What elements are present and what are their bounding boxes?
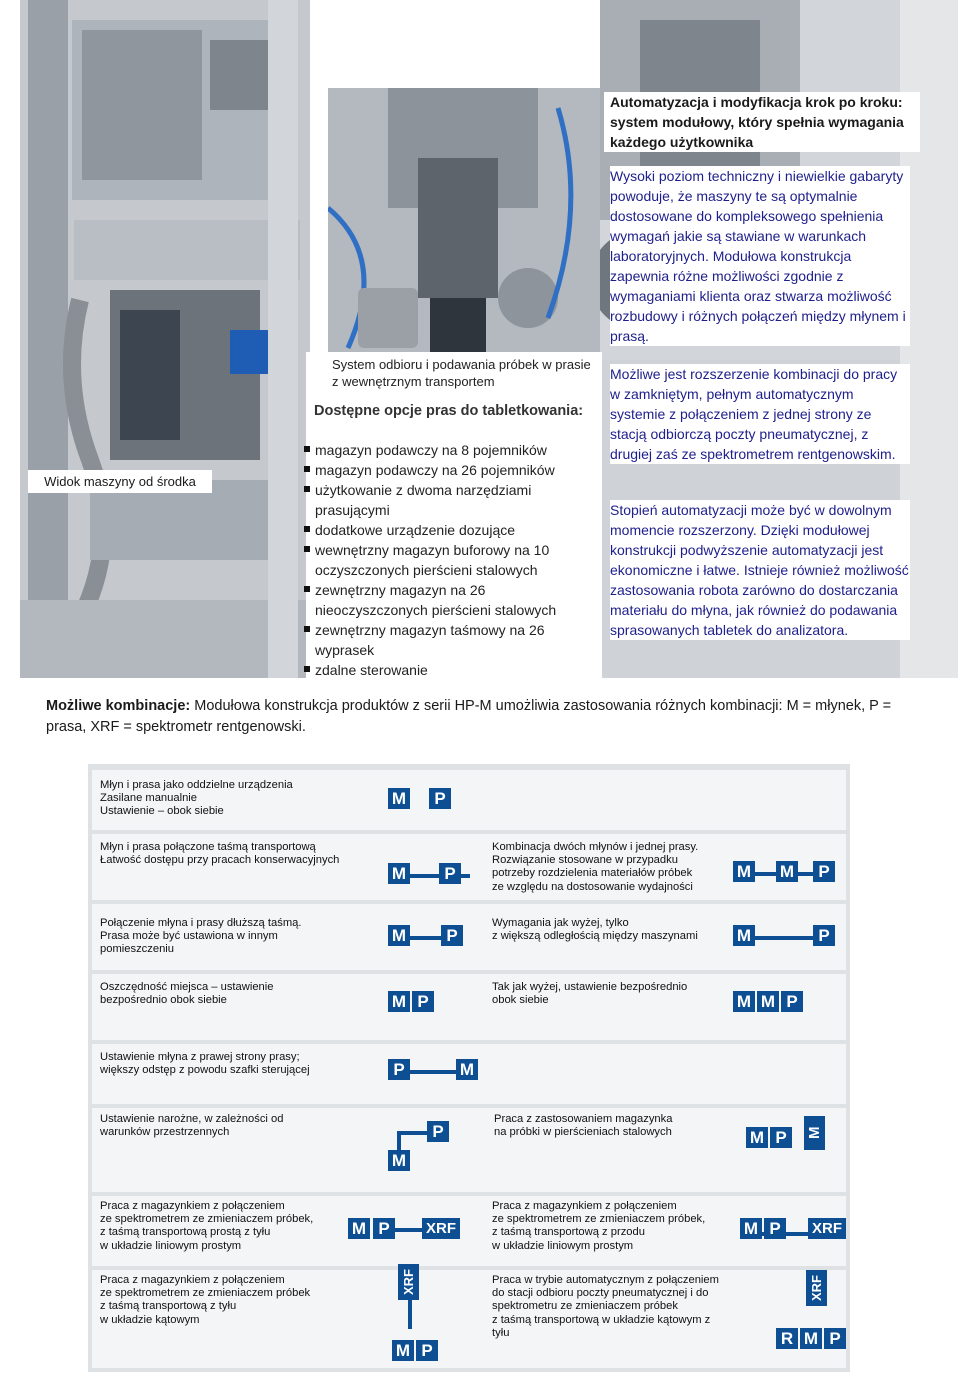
bullet-icon [304, 586, 310, 592]
robot-box: R [776, 1328, 798, 1349]
combinations-intro [46, 696, 926, 738]
bullet-icon [304, 626, 310, 632]
press-box: P [373, 1218, 395, 1239]
bullet-icon [304, 526, 310, 532]
mill-box: M [733, 925, 755, 946]
mill-box: M [733, 861, 755, 882]
right-paragraph-1: Wysoki poziom techniczny i niewielkie gabaryty powoduje, że maszyny te są optymalnie dostosowane do kompleksowego spełnienia wymagań jakie są stawiane w warunkach laboratoryjnych. Modułowa konstrukcja zapewnia różne możliwości zgodnie z wymaganiami klienta oraz stwarza możliwość rozbudowy i różnych połączeń między młynem i prasą. [610, 166, 910, 346]
press-box: P [439, 863, 461, 884]
combo-text: Ustawienie narożne, w zależności od warunków przestrzennych [100, 1113, 284, 1139]
mill-box: M [733, 991, 755, 1012]
combo-text: Tak jak wyżej, ustawienie bezpośrednio obok siebie [492, 981, 688, 1007]
list-item: zewnętrzny magazyn na 26 nieoczyszczonych pierścieni stalowych [304, 580, 600, 620]
xrf-box: XRF [398, 1264, 419, 1300]
mill-box: M [800, 1328, 822, 1349]
options-list [304, 440, 600, 680]
xrf-box: XRF [806, 1270, 827, 1306]
magazine-box: M [804, 1116, 825, 1150]
press-box: P [412, 991, 434, 1012]
bullet-icon [304, 666, 310, 672]
combinations-text: Modułowa konstrukcja produktów z serii HP-M umożliwia zastosowania różnych kombinacji: M = młynek, P = prasa, XRF = spektrometr rentgenowski. [46, 698, 892, 735]
press-box: P [388, 1059, 410, 1080]
list-item: użytkowanie z dwoma narzędziami prasującymi [304, 480, 600, 520]
list-item: wewnętrzny magazyn buforowy na 10 oczyszczonych pierścieni stalowych [304, 540, 600, 580]
conveyor-belt [397, 1131, 427, 1135]
mill-box: M [388, 925, 410, 946]
combo-text: Praca z magazynkiem z połączeniem ze spektrometrem ze zmieniaczem próbek z taśmą transportową z tyłu w układzie kątowym [100, 1274, 311, 1326]
combinations-label: Możliwe kombinacje: [46, 698, 191, 714]
bullet-icon [304, 486, 310, 492]
press-box: P [813, 861, 835, 882]
combo-text: Młyn i prasa jako oddzielne urządzenia Zasilane manualnie Ustawienie – obok siebie [100, 779, 293, 818]
combinations-table [88, 764, 850, 1372]
combo-text: Wymagania jak wyżej, tylko z większą odległością między maszynami [492, 917, 698, 943]
press-box: P [764, 1218, 786, 1239]
press-box: P [441, 925, 463, 946]
combo-text: Praca z magazynkiem z połączeniem ze spektrometrem ze zmieniaczem próbek, z taśmą transportową prostą z tyłu w układzie liniowym prostym [100, 1200, 314, 1252]
list-item: zdalne sterowanie [304, 660, 600, 680]
right-paragraph-2: Możliwe jest rozszerzenie kombinacji do pracy w zamkniętym, pełnym automatycznym systemie z połączeniem z jednej strony ze stacją odbiorczą poczty pneumatycznej, z drugiej zaś ze spektrometrem rentgenowskim. [610, 364, 910, 464]
press-box: P [770, 1127, 792, 1148]
xrf-box: XRF [808, 1218, 846, 1239]
right-title: Automatyzacja i modyfikacja krok po kroku: system modułowy, który spełnia wymagania każdego użytkownika [604, 92, 920, 152]
mill-box: M [388, 1150, 410, 1171]
press-box: P [427, 1121, 449, 1142]
combo-text: Praca z zastosowaniem magazynka na próbki w pierścieniach stalowych [494, 1113, 673, 1139]
bullet-icon [304, 546, 310, 552]
press-box: P [781, 991, 803, 1012]
combo-text: Młyn i prasa połączone taśmą transportową Łatwość dostępu przy pracach konserwacyjnych [100, 841, 340, 867]
mill-box: M [392, 1340, 414, 1361]
mill-box: M [757, 991, 779, 1012]
combo-text: Oszczędność miejsca – ustawienie bezpośrednio obok siebie [100, 981, 274, 1007]
bullet-icon [304, 466, 310, 472]
list-item: magazyn podawczy na 8 pojemników [304, 440, 600, 460]
press-box: P [429, 788, 451, 809]
press-box: P [813, 925, 835, 946]
mill-box: M [740, 1218, 762, 1239]
mill-box: M [348, 1218, 370, 1239]
press-box: P [824, 1328, 846, 1349]
options-heading: Dostępne opcje pras do tabletkowania: [314, 403, 584, 419]
xrf-box: XRF [422, 1218, 460, 1239]
combo-text: Ustawienie młyna z prawej strony prasy; większy odstęp z powodu szafki sterującej [100, 1051, 310, 1077]
combo-text: Kombinacja dwóch młynów i jednej prasy. Rozwiązanie stosowane w przypadku potrzeby rozdzielenia materiałów próbek ze względu na dostosowanie wydajności [492, 841, 699, 893]
combo-text: Praca w trybie automatycznym z połączeniem do stacji odbioru poczty pneumatycznej i do spektrometru ze zmieniaczem próbek z taśmą transportową w układzie kątowym z tyłu [492, 1274, 719, 1339]
right-paragraph-3: Stopień automatyzacji może być w dowolnym momencie rozszerzony. Dzięki modułowej konstrukcji podwyższenie automatyzacji jest ekonomiczne i łatwe. Istnieje również możliwość zastosowania robota zarówno do dostarczania materiału do młyna, jak również do podawania sprasowanych tabletek do analizatora. [610, 502, 909, 638]
mill-box: M [456, 1059, 478, 1080]
mill-box: M [388, 991, 410, 1012]
bullet-icon [304, 446, 310, 452]
machine-interior-photo [20, 0, 310, 678]
list-item: magazyn podawczy na 26 pojemników [304, 460, 600, 480]
press-box: M [776, 861, 798, 882]
list-item: dodatkowe urządzenie dozujące [304, 520, 600, 540]
mill-box: M [746, 1127, 768, 1148]
press-box: P [416, 1340, 438, 1361]
mill-box: M [388, 863, 410, 884]
combo-text: Połączenie młyna i prasy dłuższą taśmą. Prasa może być ustawiona w innym pomieszczeniu [100, 917, 302, 956]
sample-system-caption: System odbioru i podawania próbek w prasie z wewnętrznym transportem [332, 357, 591, 389]
combo-text: Praca z magazynkiem z połączeniem ze spektrometrem ze zmieniaczem próbek, z taśmą transportową z przodu w układzie liniowym prostym [492, 1200, 706, 1252]
machine-inside-caption: Widok maszyny od środka [28, 470, 212, 493]
mill-box: M [388, 788, 410, 809]
list-item: zewnętrzny magazyn taśmowy na 26 wyprasek [304, 620, 600, 660]
